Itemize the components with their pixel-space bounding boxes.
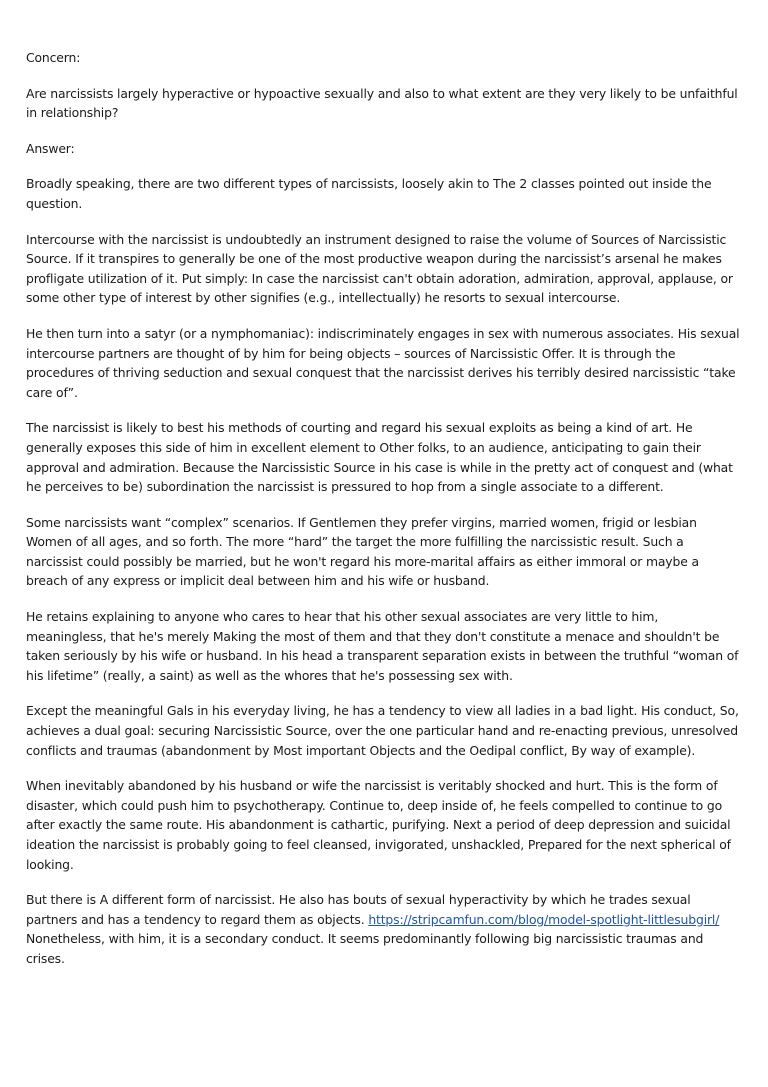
paragraph-9	[26, 890, 742, 968]
paragraph-5: Some narcissists want “complex” scenarios. If Gentlemen they prefer virgins, married women, frigid or lesbian Women of all ages, and so forth. The more “hard” the target the more fulfilling the narcissistic result. Such a narcissist could possibly be married, but he won't regard his more-marital affairs as either immoral or maybe a breach of any express or implicit deal between him and his wife or husband.	[26, 514, 699, 589]
document-body	[26, 48, 742, 985]
paragraph-3: He then turn into a satyr (or a nymphomaniac): indiscriminately engages in sex with numerous associates. His sexual intercourse partners are thought of by him for being objects – sources of Narcissistic Offer. It is through the procedures of thriving seduction and sexual conquest that the narcissist derives his terribly desired narcissistic “take care of”.	[26, 325, 740, 400]
paragraph-1: Broadly speaking, there are two different types of narcissists, loosely akin to The 2 classes pointed out inside the question.	[26, 176, 712, 211]
paragraph-9-after-link: Nonetheless, with him, it is a secondary conduct. It seems predominantly following big narcissistic traumas and crises.	[26, 931, 704, 966]
paragraph-6: He retains explaining to anyone who cares to hear that his other sexual associates are very little to him, meaningless, that he's merely Making the most of them and that they don't constitute a menace and shouldn't be taken seriously by his wife or husband. In his head a transparent separation exists in between the truthful “woman of his lifetime” (really, a saint) as well as the whores that he's possessing sex with.	[26, 609, 739, 683]
paragraph-4: The narcissist is likely to best his methods of courting and regard his sexual exploits as being a kind of art. He generally exposes this side of him in excellent element to Other folks, to an audience, anticipating to gain their approval and admiration. Because the Narcissistic Source in his case is while in the pretty act of conquest and (what he perceives to be) subordination the narcissist is pressured to hop from a single associate to a different.	[26, 420, 733, 495]
paragraph-7: Except the meaningful Gals in his everyday living, he has a tendency to view all ladies in a bad light. His conduct, So, achieves a dual goal: securing Narcissistic Source, over the one particular hand and re-enacting previous, unresolved conflicts and traumas (abandonment by Most important Objects and the Oedipal conflict, By way of example).	[26, 703, 739, 758]
paragraph-2: Intercourse with the narcissist is undoubtedly an instrument designed to raise the volume of Sources of Narcissistic Source. If it transpires to generally be one of the most productive weapon during the narcissist’s arsenal he makes profligate utilization of it. Put simply: In case the narcissist can't obtain adoration, admiration, approval, applause, or some other type of interest by other signifies (e.g., intellectually) he resorts to sexual intercourse.	[26, 231, 733, 306]
paragraph-8: When inevitably abandoned by his husband or wife the narcissist is veritably shocked and hurt. This is the form of disaster, which could push him to psychotherapy. Continue to, deep inside of, he feels compelled to continue to go after exactly the same route. His abandonment is cathartic, purifying. Next a period of deep depression and suicidal ideation the narcissist is probably going to feel cleansed, invigorated, unshackled, Prepared for the next spherical of looking.	[26, 778, 731, 872]
external-link[interactable]: https://stripcamfun.com/blog/model-spotlight-littlesubgirl/	[368, 911, 720, 927]
concern-label: Concern:	[26, 50, 81, 65]
answer-label: Answer:	[26, 140, 75, 156]
paragraph-9-before-link: But there is A different form of narcissist. He also has bouts of sexual hyperactivity by which he trades sexual partners and has a tendency to regard them as objects.	[26, 892, 691, 927]
question-text: Are narcissists largely hyperactive or hypoactive sexually and also to what extent are they very likely to be unfaithful in relationship?	[26, 85, 738, 121]
